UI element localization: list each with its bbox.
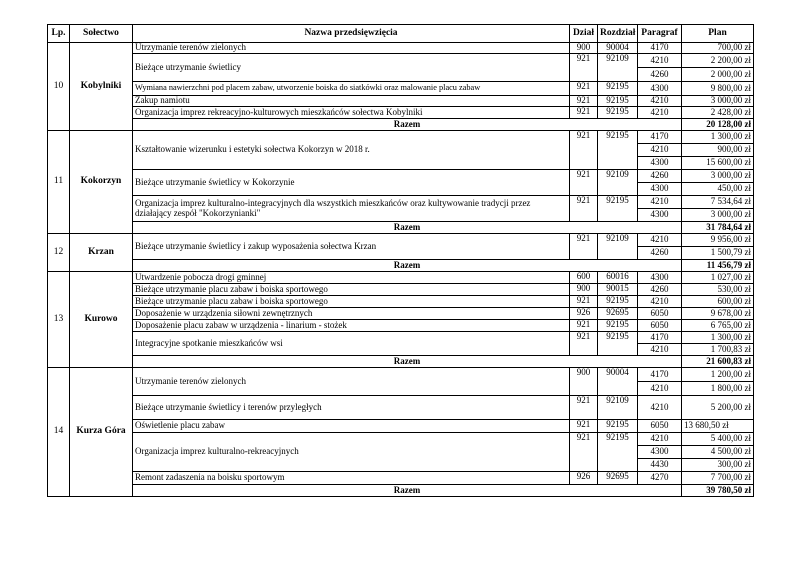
paragraf-cell: 4210: [638, 382, 682, 396]
rozdzial-cell: 92195: [598, 196, 638, 222]
subtotal-value: 20 128,00 zł: [682, 119, 754, 131]
plan-cell: 5 200,00 zł: [682, 396, 754, 420]
task-name: Utwardzenie pobocza drogi gminnej: [133, 272, 570, 284]
rozdzial-cell: 92195: [598, 96, 638, 107]
plan-cell: 3 000,00 zł: [682, 209, 754, 222]
paragraf-cell: 6050: [638, 308, 682, 320]
table-row: [48, 433, 754, 446]
rozdzial-cell: 92695: [598, 308, 638, 320]
rozdzial-cell: 92195: [598, 433, 638, 472]
paragraf-cell: 4170: [638, 332, 682, 344]
plan-cell: 1 800,00 zł: [682, 382, 754, 396]
paragraf-cell: 4210: [638, 144, 682, 157]
paragraf-cell: 6050: [638, 320, 682, 332]
header-paragraf: Paragraf: [638, 25, 682, 43]
task-name: Bieżące utrzymanie placu zabaw i boiska sportowego: [133, 296, 570, 308]
task-name: Bieżące utrzymanie świetlicy i terenów przyległych: [133, 396, 570, 420]
dzial-cell: 921: [570, 332, 598, 356]
plan-cell: 4 500,00 zł: [682, 446, 754, 459]
paragraf-cell: 4300: [638, 272, 682, 284]
paragraf-cell: 4270: [638, 472, 682, 485]
section-number: 13: [48, 272, 70, 368]
table-row: [48, 234, 754, 247]
section-name: Kurza Góra: [70, 368, 133, 497]
document-page: [47, 24, 754, 497]
table-row: [48, 320, 754, 332]
table-row: [48, 170, 754, 183]
table-row: [48, 332, 754, 344]
subtotal-label: Razem: [133, 356, 682, 368]
plan-cell: 2 200,00 zł: [682, 54, 754, 68]
subtotal-row: [48, 222, 754, 234]
plan-cell: 1 700,83 zł: [682, 344, 754, 356]
dzial-cell: 926: [570, 472, 598, 485]
dzial-cell: 921: [570, 107, 598, 119]
rozdzial-cell: 92195: [598, 131, 638, 170]
rozdzial-cell: 92195: [598, 332, 638, 356]
plan-cell: 700,00 zł: [682, 43, 754, 54]
budget-table: [47, 24, 754, 497]
paragraf-cell: 4210: [638, 344, 682, 356]
section-number: 10: [48, 43, 70, 131]
table-row: [48, 96, 754, 107]
plan-cell: 530,00 zł: [682, 284, 754, 296]
paragraf-cell: 4260: [638, 68, 682, 82]
plan-cell: 900,00 zł: [682, 144, 754, 157]
paragraf-cell: 4210: [638, 54, 682, 68]
paragraf-cell: 4210: [638, 107, 682, 119]
plan-cell: 2 428,00 zł: [682, 107, 754, 119]
rozdzial-cell: 92195: [598, 420, 638, 433]
rozdzial-cell: 92109: [598, 396, 638, 420]
paragraf-cell: 4210: [638, 196, 682, 209]
plan-cell: 1 027,00 zł: [682, 272, 754, 284]
table-row: [48, 368, 754, 382]
rozdzial-cell: 90004: [598, 43, 638, 54]
dzial-cell: 600: [570, 272, 598, 284]
table-row: [48, 82, 754, 96]
table-header-row: [48, 25, 754, 43]
dzial-cell: 921: [570, 396, 598, 420]
rozdzial-cell: 92195: [598, 107, 638, 119]
subtotal-label: Razem: [133, 222, 682, 234]
paragraf-cell: 4260: [638, 170, 682, 183]
subtotal-row: [48, 356, 754, 368]
table-row: [48, 131, 754, 144]
task-name: Doposażenie placu zabaw w urządzenia - linarium - stożek: [133, 320, 570, 332]
paragraf-cell: 4300: [638, 446, 682, 459]
dzial-cell: 921: [570, 320, 598, 332]
task-name: Bieżące utrzymanie świetlicy w Kokorzynie: [133, 170, 570, 196]
dzial-cell: 900: [570, 368, 598, 396]
plan-cell: 6 765,00 zł: [682, 320, 754, 332]
dzial-cell: 921: [570, 296, 598, 308]
table-row: [48, 196, 754, 209]
task-name: Bieżące utrzymanie świetlicy i zakup wyposażenia sołectwa Krzan: [133, 234, 570, 260]
task-name: Utrzymanie terenów zielonych: [133, 368, 570, 396]
dzial-cell: 921: [570, 131, 598, 170]
header-nazwa: Nazwa przedsięwzięcia: [133, 25, 570, 43]
dzial-cell: 921: [570, 54, 598, 82]
paragraf-cell: 4210: [638, 96, 682, 107]
paragraf-cell: 4170: [638, 368, 682, 382]
subtotal-value: 11 456,79 zł: [682, 260, 754, 272]
table-row: [48, 308, 754, 320]
header-rozdzial: Rozdział: [598, 25, 638, 43]
subtotal-label: Razem: [133, 119, 682, 131]
table-row: [48, 284, 754, 296]
rozdzial-cell: 92195: [598, 320, 638, 332]
task-name: Doposażenie w urządzenia siłowni zewnętrznych: [133, 308, 570, 320]
section-number: 14: [48, 368, 70, 497]
plan-cell: 1 300,00 zł: [682, 131, 754, 144]
rozdzial-cell: 92109: [598, 170, 638, 196]
rozdzial-cell: 60016: [598, 272, 638, 284]
table-row: [48, 396, 754, 420]
task-name: Bieżące utrzymanie świetlicy: [133, 54, 570, 82]
rozdzial-cell: 92109: [598, 234, 638, 260]
dzial-cell: 900: [570, 43, 598, 54]
paragraf-cell: 4260: [638, 247, 682, 260]
paragraf-cell: 4300: [638, 82, 682, 96]
dzial-cell: 921: [570, 196, 598, 222]
dzial-cell: 900: [570, 284, 598, 296]
plan-cell: 300,00 zł: [682, 459, 754, 472]
task-name: Organizacja imprez kulturalno-integracyjnych dla wszystkich mieszkańców oraz kultywowanie tradycji przez działający zespół "Kokorzynianki": [133, 196, 570, 222]
paragraf-cell: 4430: [638, 459, 682, 472]
dzial-cell: 921: [570, 170, 598, 196]
section-name: Kurowo: [70, 272, 133, 368]
rozdzial-cell: 92695: [598, 472, 638, 485]
plan-cell: 5 400,00 zł: [682, 433, 754, 446]
plan-cell: 7 534,64 zł: [682, 196, 754, 209]
rozdzial-cell: 90004: [598, 368, 638, 396]
task-name: Utrzymanie terenów zielonych: [133, 43, 570, 54]
plan-cell: 1 500,79 zł: [682, 247, 754, 260]
table-body: [48, 43, 754, 497]
section-name: Kobylniki: [70, 43, 133, 131]
subtotal-value: 31 784,64 zł: [682, 222, 754, 234]
section-name: Krzan: [70, 234, 133, 272]
task-name: Zakup namiotu: [133, 96, 570, 107]
task-name: Remont zadaszenia na boisku sportowym: [133, 472, 570, 485]
header-dzial: Dział: [570, 25, 598, 43]
task-name: Oświetlenie placu zabaw: [133, 420, 570, 433]
plan-cell: 1 300,00 zł: [682, 332, 754, 344]
paragraf-cell: 4210: [638, 396, 682, 420]
table-row: [48, 107, 754, 119]
rozdzial-cell: 92109: [598, 54, 638, 82]
plan-cell: 3 000,00 zł: [682, 170, 754, 183]
paragraf-cell: 4210: [638, 296, 682, 308]
paragraf-cell: 4260: [638, 284, 682, 296]
subtotal-label: Razem: [133, 485, 682, 497]
paragraf-cell: 4210: [638, 433, 682, 446]
plan-cell: 7 700,00 zł: [682, 472, 754, 485]
rozdzial-cell: 90015: [598, 284, 638, 296]
paragraf-cell: 6050: [638, 420, 682, 433]
plan-cell: 13 680,50 zł: [682, 420, 754, 433]
plan-cell: 15 600,00 zł: [682, 157, 754, 170]
section-number: 12: [48, 234, 70, 272]
plan-cell: 1 200,00 zł: [682, 368, 754, 382]
plan-cell: 9 678,00 zł: [682, 308, 754, 320]
plan-cell: 9 800,00 zł: [682, 82, 754, 96]
subtotal-row: [48, 119, 754, 131]
subtotal-value: 21 600,83 zł: [682, 356, 754, 368]
task-name: Organizacja imprez rekreacyjno-kulturowych mieszkańców sołectwa Kobylniki: [133, 107, 570, 119]
task-name: Organizacja imprez kulturalno-rekreacyjnych: [133, 433, 570, 472]
dzial-cell: 921: [570, 82, 598, 96]
dzial-cell: 921: [570, 433, 598, 472]
task-name: Wymiana nawierzchni pod placem zabaw, utworzenie boiska do siatkówki oraz malowanie placu zabaw: [133, 82, 570, 96]
table-row: [48, 43, 754, 54]
dzial-cell: 921: [570, 96, 598, 107]
dzial-cell: 921: [570, 234, 598, 260]
paragraf-cell: 4300: [638, 157, 682, 170]
rozdzial-cell: 92195: [598, 296, 638, 308]
dzial-cell: 926: [570, 308, 598, 320]
paragraf-cell: 4170: [638, 43, 682, 54]
plan-cell: 450,00 zł: [682, 183, 754, 196]
table-row: [48, 54, 754, 68]
plan-cell: 9 956,00 zł: [682, 234, 754, 247]
task-name: Integracyjne spotkanie mieszkańców wsi: [133, 332, 570, 356]
paragraf-cell: 4300: [638, 209, 682, 222]
table-row: [48, 472, 754, 485]
paragraf-cell: 4170: [638, 131, 682, 144]
table-row: [48, 272, 754, 284]
subtotal-row: [48, 260, 754, 272]
table-row: [48, 420, 754, 433]
task-name: Bieżące utrzymanie placu zabaw i boiska sportowego: [133, 284, 570, 296]
header-solectwo: Sołectwo: [70, 25, 133, 43]
header-lp: Lp.: [48, 25, 70, 43]
rozdzial-cell: 92195: [598, 82, 638, 96]
section-name: Kokorzyn: [70, 131, 133, 234]
header-plan: Plan: [682, 25, 754, 43]
plan-cell: 600,00 zł: [682, 296, 754, 308]
subtotal-label: Razem: [133, 260, 682, 272]
dzial-cell: 921: [570, 420, 598, 433]
subtotal-row: [48, 485, 754, 497]
paragraf-cell: 4300: [638, 183, 682, 196]
paragraf-cell: 4210: [638, 234, 682, 247]
plan-cell: 2 000,00 zł: [682, 68, 754, 82]
section-number: 11: [48, 131, 70, 234]
table-row: [48, 296, 754, 308]
plan-cell: 3 000,00 zł: [682, 96, 754, 107]
subtotal-value: 39 780,50 zł: [682, 485, 754, 497]
task-name: Kształtowanie wizerunku i estetyki sołectwa Kokorzyn w 2018 r.: [133, 131, 570, 170]
